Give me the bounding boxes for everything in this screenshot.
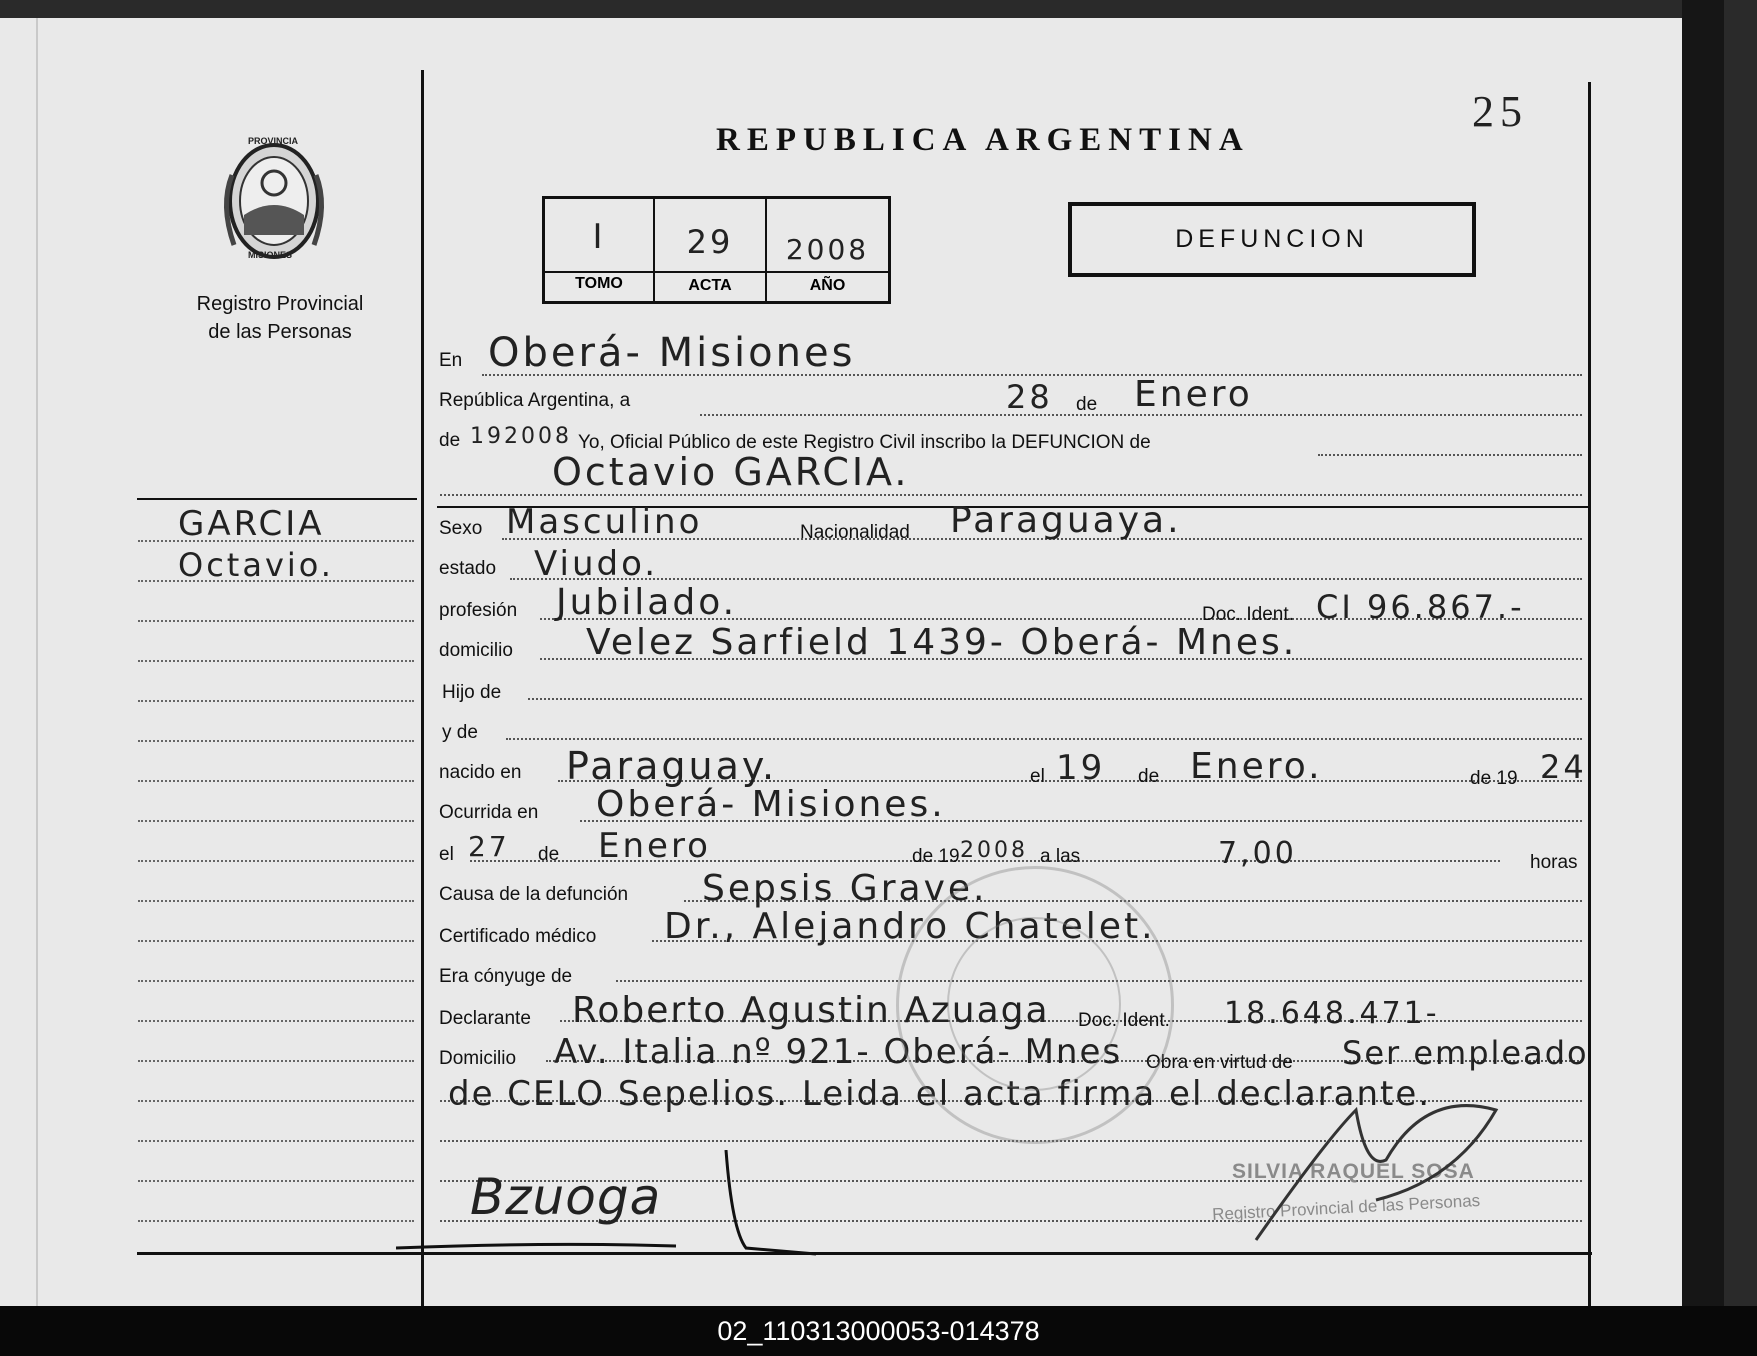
value-en: Oberá- Misiones [488, 330, 856, 376]
label-certificado: Certificado médico [439, 926, 597, 947]
value-death-month: Enero [598, 826, 711, 866]
value-death-day: 27 [468, 830, 510, 863]
value-year: 192008 [470, 424, 572, 449]
registry-name [150, 290, 410, 346]
page-number: 25 [1472, 87, 1528, 136]
registry-name-line2: de las Personas [208, 321, 352, 343]
value-nacido-day: 19 [1056, 748, 1106, 788]
label-death-de: de [538, 844, 560, 865]
value-decl-doc: 18.648.471- [1224, 996, 1440, 1031]
column-divider [421, 70, 424, 1306]
label-republica: República Argentina, a [439, 390, 631, 411]
margin-top-rule [137, 498, 417, 500]
label-death-el: el [439, 844, 454, 865]
label-declarante: Declarante [439, 1008, 531, 1029]
label-de-month: de [1076, 394, 1098, 415]
label-en: En [439, 350, 463, 371]
label-causa: Causa de la defunción [439, 884, 629, 905]
value-sexo: Masculino [506, 502, 703, 542]
label-death-year: de 19 [912, 846, 960, 867]
ano-cell [767, 199, 888, 301]
official-seal [896, 866, 1174, 1144]
ano-value: 2008 [785, 233, 870, 266]
field-line-hijo [528, 696, 1582, 700]
record-type-box [1068, 202, 1476, 277]
official-signature [1246, 1050, 1526, 1255]
value-decl-domicilio: Av. Italia nº 921- Oberá- Mnes [554, 1032, 1123, 1072]
seal-bottom-text: MISIONES [248, 250, 293, 260]
page-gutter [36, 18, 38, 1306]
label-profesion: profesión [439, 600, 518, 621]
value-day: 28 [1006, 378, 1053, 416]
value-month: Enero [1134, 374, 1253, 415]
label-hijo: Hijo de [442, 682, 502, 703]
country-title: REPUBLICA ARGENTINA [716, 122, 1250, 158]
label-nacionalidad: Nacionalidad [800, 522, 910, 543]
record-type-label: DEFUNCION [1175, 225, 1369, 253]
label-alas: a las [1040, 846, 1081, 867]
label-de-year: de [439, 430, 461, 451]
tomo-cell [545, 199, 655, 301]
official-name-stamp: SILVIA RAQUEL SOSA [1232, 1160, 1475, 1183]
label-yde: y de [442, 722, 478, 743]
official-stamp-sub: Registro Provincial de las Personas [1211, 1190, 1481, 1225]
acta-cell [655, 199, 767, 301]
label-horas: horas [1530, 852, 1578, 873]
seal-top-text: PROVINCIA [248, 136, 299, 146]
value-death-time: 7,00 [1218, 836, 1297, 871]
intro-text: Yo, Oficial Público de este Registro Civil inscribo la DEFUNCION de [578, 432, 1151, 453]
label-nacido-el: el [1030, 766, 1045, 787]
acta-value: 29 [686, 223, 734, 261]
label-decl-domicilio: Domicilio [439, 1048, 517, 1069]
value-nacionalidad: Paraguaya. [950, 500, 1182, 541]
declarant-signature-text: Bzuoga [470, 1168, 662, 1226]
label-decl-doc: Doc. Ident. [1078, 1010, 1170, 1031]
value-deceased-name: Octavio GARCIA. [552, 450, 910, 494]
label-obra: Obra en virtud de [1146, 1052, 1293, 1073]
label-estado: estado [439, 558, 497, 579]
value-ocurrida: Oberá- Misiones. [596, 784, 946, 825]
label-ocurrida: Ocurrida en [439, 802, 539, 823]
value-nacido-month: Enero. [1190, 746, 1323, 787]
label-doc-ident: Doc. Ident. [1202, 604, 1294, 625]
book-cover-edge [1682, 0, 1724, 1306]
label-sexo: Sexo [439, 518, 483, 539]
value-domicilio: Velez Sarfield 1439- Oberá- Mnes. [586, 622, 1298, 663]
label-domicilio: domicilio [439, 640, 513, 661]
label-conyuge: Era cónyuge de [439, 966, 573, 987]
field-line-yde [506, 736, 1582, 740]
field-line-estado [510, 576, 1582, 580]
right-frame-line [1588, 82, 1591, 1306]
value-causa: Sepsis Grave. [702, 868, 988, 909]
margin-given-name: Octavio. [178, 546, 334, 584]
scan-identifier: 02_110313000053-014378 [0, 1306, 1757, 1356]
value-nacido: Paraguay. [566, 744, 778, 788]
reference-box [542, 196, 891, 304]
label-nacido: nacido en [439, 762, 522, 783]
tomo-value: I [592, 217, 606, 257]
value-obra: Ser empleado [1342, 1034, 1589, 1072]
acta-label: ACTA [688, 277, 732, 294]
value-certificado: Dr., Alejandro Chatelet. [664, 906, 1156, 947]
margin-surname: GARCIA [178, 504, 325, 544]
tomo-label: TOMO [575, 275, 623, 292]
field-line-defuncion-de [1318, 452, 1582, 456]
value-continuation: de CELO Sepelios. Leida el acta firma el declarante. [448, 1074, 1432, 1114]
value-nacido-year: 24 [1540, 748, 1587, 786]
label-nacido-de: de [1138, 766, 1160, 787]
value-death-year: 2008 [960, 838, 1028, 863]
registry-name-line1: Registro Provincial [196, 293, 364, 315]
value-profesion: Jubilado. [556, 582, 738, 623]
ano-label: AÑO [809, 277, 846, 294]
label-nacido-year: de 19 [1470, 768, 1518, 789]
value-estado: Viudo. [534, 544, 659, 584]
value-declarante: Roberto Agustin Azuaga [572, 990, 1050, 1031]
value-doc-ident: CI 96.867.- [1316, 588, 1525, 626]
